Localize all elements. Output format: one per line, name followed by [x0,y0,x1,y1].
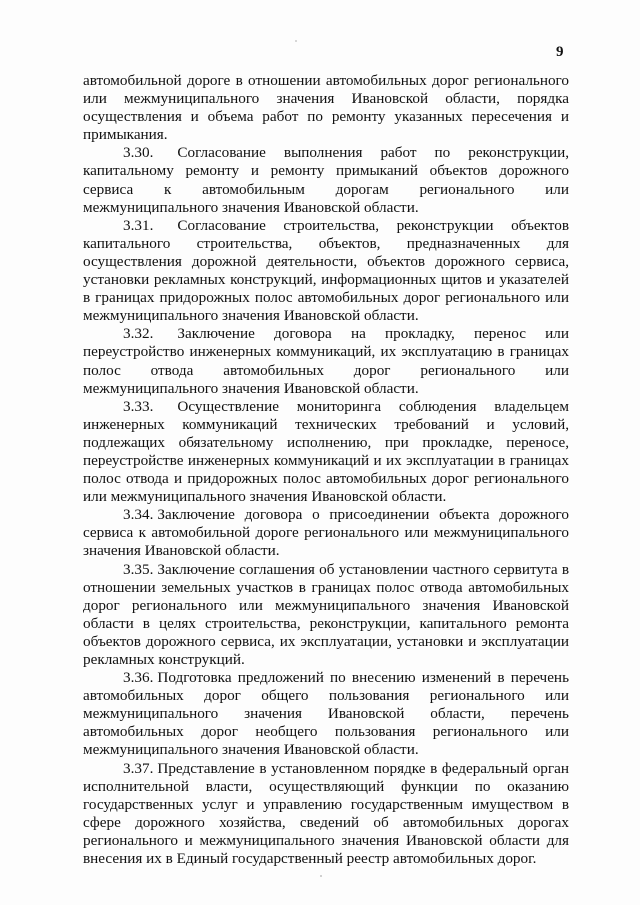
scan-speck [320,875,322,877]
paragraph-text: автомобильной дороге в отношении автомобильных дорог регионального или межмуниципального значения Ивановской области, порядка осуществления и объема работ по ремонту указанных пересечения и примыкания. [83,72,569,144]
item-number: 3.30. [123,144,154,162]
paragraph-3-33 [83,398,569,507]
paragraph-3-37 [83,760,569,869]
scan-speck [295,40,297,42]
paragraph-3-35 [83,561,569,670]
paragraph-text: Заключение соглашения об установлении частного сервитута в отношении земельных участков в границах полос отвода автомобильных дорог регионального или межмуниципального значения Ивановской области в целях строительства, реконструкции, капитального ремонта объектов дорожного сервиса, их эксплуатации, установки и эксплуатации рекламных конструкций. [83,560,569,668]
item-number: 3.36. [123,669,154,687]
paragraph-3-30 [83,144,569,216]
page-number: 9 [556,44,564,60]
item-number: 3.32. [123,325,154,343]
item-number: 3.34. [123,506,154,524]
paragraph-3-34 [83,506,569,560]
item-number: 3.33. [123,397,154,415]
paragraph-3-31 [83,217,569,326]
paragraph-3-36 [83,669,569,759]
paragraph-text: Согласование выполнения работ по реконструкции, капитальному ремонту и ремонту примыканий объектов дорожного сервиса к автомобильным дорогам регионального или межмуниципального значения Ивановской области. [83,144,569,216]
paragraph-3-32 [83,325,569,397]
item-number: 3.31. [123,216,154,234]
paragraph-text: Осуществление мониторинга соблюдения владельцем инженерных коммуникаций технических требований и условий, подлежащих обязательному исполнению, при прокладке, переносе, переустройстве инженерных коммуникаций и их эксплуатации в границах полос отвода и придорожных полос автомобильных дорог регионального или межмуниципального значения Ивановской области. [83,397,569,506]
paragraph-text: Представление в установленном порядке в федеральный орган исполнительной власти, осуществляющий функции по оказанию государственных услуг и управлению государственным имуществом в сфере дорожного хозяйства, сведений об автомобильных дорогах регионального и межмуниципального значения Ивановской области для внесения их в Единый государственный реестр автомобильных дорог. [83,759,569,868]
paragraph-text: Подготовка предложений по внесению изменений в перечень автомобильных дорог общего пользования регионального или межмуниципального значения Ивановской области, перечень автомобильных дорог необщего пользования регионального или межмуниципального значения Ивановской области. [83,669,569,759]
paragraph-text: Согласование строительства, реконструкции объектов капитального строительства, объектов, предназначенных для осуществления дорожной деятельности, объектов дорожного сервиса, установки рекламных конструкций, информационных щитов и указателей в границах придорожных полос автомобильных дорог регионального или межмуниципального значения Ивановской области. [83,216,569,325]
document-body [83,72,569,868]
item-number: 3.37. [123,759,154,777]
paragraph-text: Заключение договора о присоединении объекта дорожного сервиса к автомобильной дороге регионального или межмуниципального значения Ивановской области. [83,506,569,560]
item-number: 3.35. [123,560,154,578]
paragraph-continuation [83,72,569,144]
paragraph-text: Заключение договора на прокладку, перенос или переустройство инженерных коммуникаций, их эксплуатацию в границах полос отвода автомобильных дорог регионального или межмуниципального значения Ивановской области. [83,325,569,397]
